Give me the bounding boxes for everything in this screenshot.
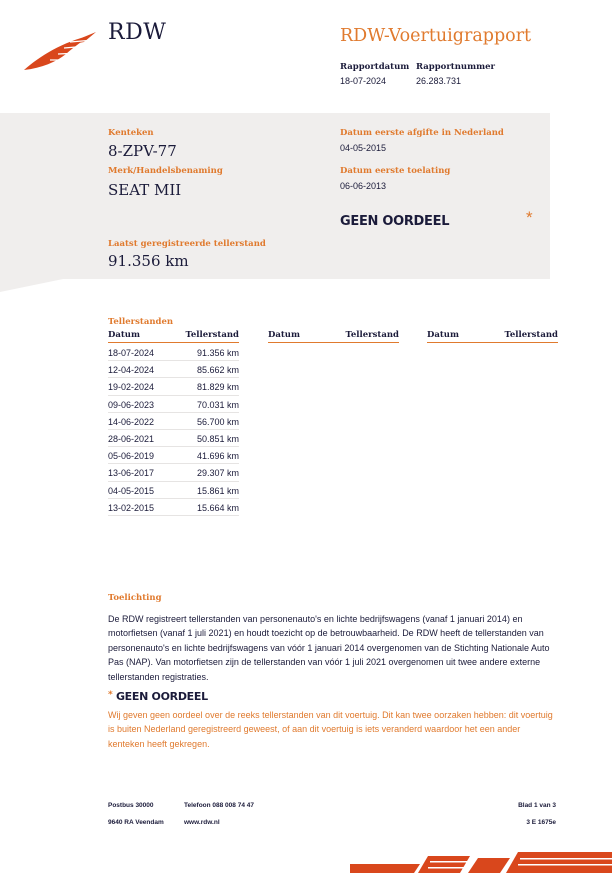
plate-label: Kenteken — [108, 128, 154, 138]
row-reading: 81.829 km — [196, 382, 239, 393]
col-header-date-3: Datum — [427, 330, 459, 340]
table-row — [108, 482, 239, 499]
table-row — [108, 378, 239, 395]
license-plate: 8-ZPV-77 — [108, 142, 177, 160]
footer-page: Blad 1 van 3 — [518, 802, 556, 809]
row-reading: 91.356 km — [196, 348, 239, 358]
row-date: 05-06-2019 — [108, 451, 155, 462]
row-reading: 41.696 km — [196, 451, 239, 462]
footer-phone: Telefoon 088 008 74 47 — [184, 802, 254, 809]
col-header-reading-3: Tellerstand — [504, 330, 558, 340]
row-date: 13-02-2015 — [108, 502, 155, 513]
note-marker: * — [108, 690, 113, 700]
row-reading: 15.861 km — [196, 485, 239, 496]
header-rule — [108, 342, 239, 343]
first-admission: 06-06-2013 — [340, 181, 387, 191]
row-reading: 29.307 km — [196, 468, 239, 479]
table-row — [108, 361, 239, 378]
table-row — [108, 430, 239, 447]
table-row — [108, 447, 239, 464]
brand-name: RDW — [108, 20, 167, 45]
odometer-table-title: Tellerstanden — [108, 317, 174, 327]
first-registration-nl-label: Datum eerste afgifte in Nederland — [340, 128, 504, 138]
make-label: Merk/Handelsbenaming — [108, 166, 223, 176]
footer-website[interactable]: www.rdw.nl — [184, 819, 220, 826]
row-date: 09-06-2023 — [108, 399, 155, 410]
odometer-rows — [108, 344, 239, 516]
first-admission-label: Datum eerste toelating — [340, 166, 451, 176]
rdw-wing-logo-icon — [22, 32, 98, 74]
table-row — [108, 413, 239, 430]
row-reading: 85.662 km — [196, 365, 239, 376]
decorative-stripes-icon — [350, 850, 612, 873]
row-reading: 15.664 km — [196, 502, 239, 513]
report-date-label: Rapportdatum — [340, 62, 410, 72]
footer-address: 9640 RA Veendam — [108, 819, 164, 826]
report-number-label: Rapportnummer — [416, 62, 495, 72]
header-rule-2 — [268, 342, 399, 343]
header-rule-3 — [427, 342, 558, 343]
row-reading: 70.031 km — [196, 399, 239, 410]
first-registration-nl: 04-05-2015 — [340, 143, 387, 153]
note-heading — [108, 690, 208, 703]
note-title: GEEN OORDEEL — [115, 690, 208, 703]
panel-tail — [0, 278, 68, 292]
row-date: 12-04-2024 — [108, 365, 155, 376]
report-number: 26.283.731 — [416, 76, 462, 86]
report-date: 18-07-2024 — [340, 76, 387, 86]
explanation-title: Toelichting — [108, 593, 162, 603]
table-row — [108, 464, 239, 481]
row-date: 19-02-2024 — [108, 382, 155, 393]
report-title: RDW-Voertuigrapport — [340, 26, 532, 46]
table-row — [108, 344, 239, 361]
table-row — [108, 499, 239, 516]
col-header-reading-2: Tellerstand — [345, 330, 399, 340]
row-date: 13-06-2017 — [108, 468, 155, 479]
verdict-marker: * — [526, 208, 533, 227]
col-header-date-2: Datum — [268, 330, 300, 340]
footer-postbus: Postbus 30000 — [108, 802, 154, 809]
footer-code: 3 E 1675e — [526, 819, 556, 826]
col-header-date: Datum — [108, 330, 140, 340]
col-header-reading: Tellerstand — [185, 330, 239, 340]
table-row — [108, 396, 239, 413]
row-reading: 56.700 km — [196, 416, 239, 427]
row-date: 04-05-2015 — [108, 485, 155, 496]
explanation-body: De RDW registreert tellerstanden van personenauto's en lichte bedrijfswagens (vanaf 1 januari 2014) en motorfietsen (vanaf 1 juli 2021) en houdt toezicht op de betrouwbaarheid. De RDW heeft de tellerstanden van personenauto's en lichte bedrijfswagens van vóór 1 januari 2014 overgenomen van de Stichting Nationale Auto Pas (NAP). Van motorfietsen zijn de tellerstanden van vóór 1 juli 2021 overgenomen uit twee andere externe tellerstanden registraties. — [108, 614, 550, 682]
note-body: Wij geven geen oordeel over de reeks tellerstanden van dit voertuig. Dit kan twee oorzaken hebben: dit voertuig is buiten Nederland geregistreerd geweest, of aan dit voertuig is iets veranderd waardoor het een ander kenteken heeft gekregen. — [108, 710, 553, 749]
verdict: GEEN OORDEEL — [340, 214, 450, 229]
last-odometer: 91.356 km — [108, 252, 189, 270]
row-date: 18-07-2024 — [108, 348, 155, 358]
row-date: 14-06-2022 — [108, 416, 155, 427]
vehicle-make: SEAT MII — [108, 181, 182, 199]
row-reading: 50.851 km — [196, 433, 239, 444]
row-date: 28-06-2021 — [108, 433, 155, 444]
odometer-label: Laatst geregistreerde tellerstand — [108, 239, 266, 249]
